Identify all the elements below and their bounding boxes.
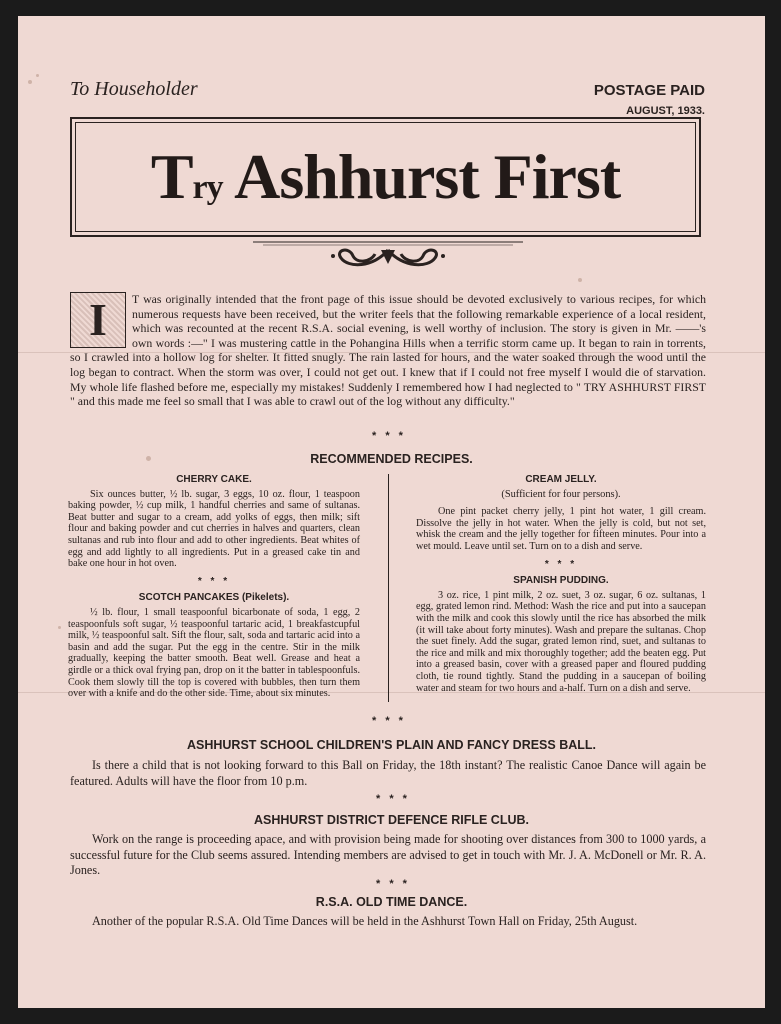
foxing-spot [28,80,32,84]
page-title [151,140,620,214]
masthead-frame [70,117,701,237]
newsletter-page [18,16,765,1008]
recipes-left-column [68,474,360,700]
rifle-club-text: Work on the range is proceeding apace, and with provision being made for shooting over distances from 300 to 1000 yards, a successful future for the Club seems assured. Intending members are advised to get in touch with Mr. J. A. McDonell or Mr. R. A. Jones. [70,832,706,878]
cherry-cake-title: CHERRY CAKE. [176,474,252,485]
spanish-pudding-title: SPANISH PUDDING. [513,575,609,587]
masthead-inner-frame [75,122,696,232]
cherry-cake-text: Six ounces butter, ½ lb. sugar, 3 eggs, 10 oz. flour, 1 teaspoon baking powder, ½ cup milk, 1 handful cherries and same of sultanas. Beat butter and sugar to a cream, add yolks of eggs, then milk; sift flour and baking powder and cut cherries in halves and quarters, clean sultanas and rub into flour and add to other ingredients. Beat whites of egg and add lightly to all ingredients. Put in a greased cake tin and bake one hour in hot oven. [68,488,360,570]
scotch-pancakes-title: SCOTCH PANCAKES (Pikelets). [138,592,290,604]
intro-story [70,292,706,409]
dance-heading: R.S.A. OLD TIME DANCE. [315,895,468,909]
title-t: T [150,141,193,212]
separator-stars: * * * [372,715,406,727]
cream-jelly-subtitle: (Sufficient for four persons). [501,488,621,500]
recipes-right-column [416,474,706,694]
column-divider [388,474,389,702]
addressee-label: To Householder [70,78,198,100]
title-ry: ry [192,169,223,206]
issue-date: AUGUST, 1933. [626,105,705,117]
rifle-club-heading: ASHHURST DISTRICT DEFENCE RIFLE CLUB. [254,813,529,827]
separator-stars: * * * [376,793,410,805]
dance-text: Another of the popular R.S.A. Old Time Dances will be held in the Ashhurst Town Hall on Friday, 25th August. [92,914,638,928]
separator-stars: * * * [376,878,410,890]
ball-text: Is there a child that is not looking forward to this Ball on Friday, the 18th instant? The realistic Canoe Dance will again be featured. Adults will have the floor from 10 p.m. [70,758,706,788]
cream-jelly-title: CREAM JELLY. [525,474,597,485]
drop-cap: I [70,292,126,348]
foxing-spot [58,626,61,629]
postage-block [594,82,705,117]
foxing-spot [578,278,582,282]
intro-text: T was originally intended that the front page of this issue should be devoted exclusively to various recipes, for which numerous requests have been received, but the writer feels that the following remarkable experience of a local resident, which was recounted at the recent R.S.A. social evening, is well worthy of inclusion. The story is given in Mr. ——'s own words :—" I was mustering cattle in the Pohangina Hills when a terrific storm came up. It began to rain in torrents, so I crawled into a hollow log for shelter. It fitted snugly. The rain lasted for hours, and the water soaked through the wood until the log began to contract. When the storm was over, I could not get out. I knew that if I could not free myself I would die of starvation. My whole life flashed before me, especially my mistakes! Suddenly I remembered how I had neglected to " TRY ASHHURST FIRST " and this made me feel so small that I was able to crawl out of the log without any difficulty." [70,292,706,409]
spanish-pudding-text: 3 oz. rice, 1 pint milk, 2 oz. suet, 3 oz. sugar, 6 oz. sultanas, 1 egg, grated lemon rind. Method: Wash the rice and put into a saucepan with the milk and cook this slowly until the rice has absorbed the milk (it will take about forty minutes). Wash and prepare the sultanas. Chop the suet finely. Add the sugar, grated lemon rind, suet, and sultanas to the rice and milk and mix thoroughly together; add the beaten egg. Put into a greased basin, cover with a greased paper and floured pudding cloth, tie round tightly. Stand the pudding in a saucepan of boiling water and steam for two hours and a-half. Turn on a dish and serve. [416,589,706,694]
postage-paid-label: POSTAGE PAID [593,82,705,99]
title-rest: Ashhurst First [222,141,621,212]
separator-stars: * * * [197,575,231,587]
ball-heading: ASHHURST SCHOOL CHILDREN'S PLAIN AND FANCY DRESS BALL. [186,738,596,752]
scotch-pancakes-text: ½ lb. flour, 1 small teaspoonful bicarbonate of soda, 1 egg, 2 teaspoonfuls soft sugar, ½ teaspoonful tartaric acid, 1 breakfastcupful milk, ½ teaspoonful salt. Sift the flour, salt, soda and tartaric acid into a basin and add the sugar. Put the egg in the centre. Stir in the milk gradually, keeping the batter smooth. Beat well. Grease and heat a girdle or a thick oval frying pan, drop on it the batter in tablespoonfuls. Cook them slowly till the top is covered with bubbles, then turn them over with a knife and do the other side. Time, about six minutes. [68,606,360,700]
cream-jelly-text: One pint packet cherry jelly, 1 pint hot water, 1 gill cream. Dissolve the jelly in hot water. When the jelly is cold, but not set, whisk the cream and the jelly together for fifteen minutes. Pour into a wet mould. Leave until set. Turn on to a dish and serve. [416,506,706,552]
separator-stars: * * * [544,558,578,570]
recipes-heading: RECOMMENDED RECIPES. [310,452,473,466]
foxing-spot [36,74,39,77]
separator-stars: * * * [372,430,406,442]
flourish-ornament-icon [253,238,523,272]
